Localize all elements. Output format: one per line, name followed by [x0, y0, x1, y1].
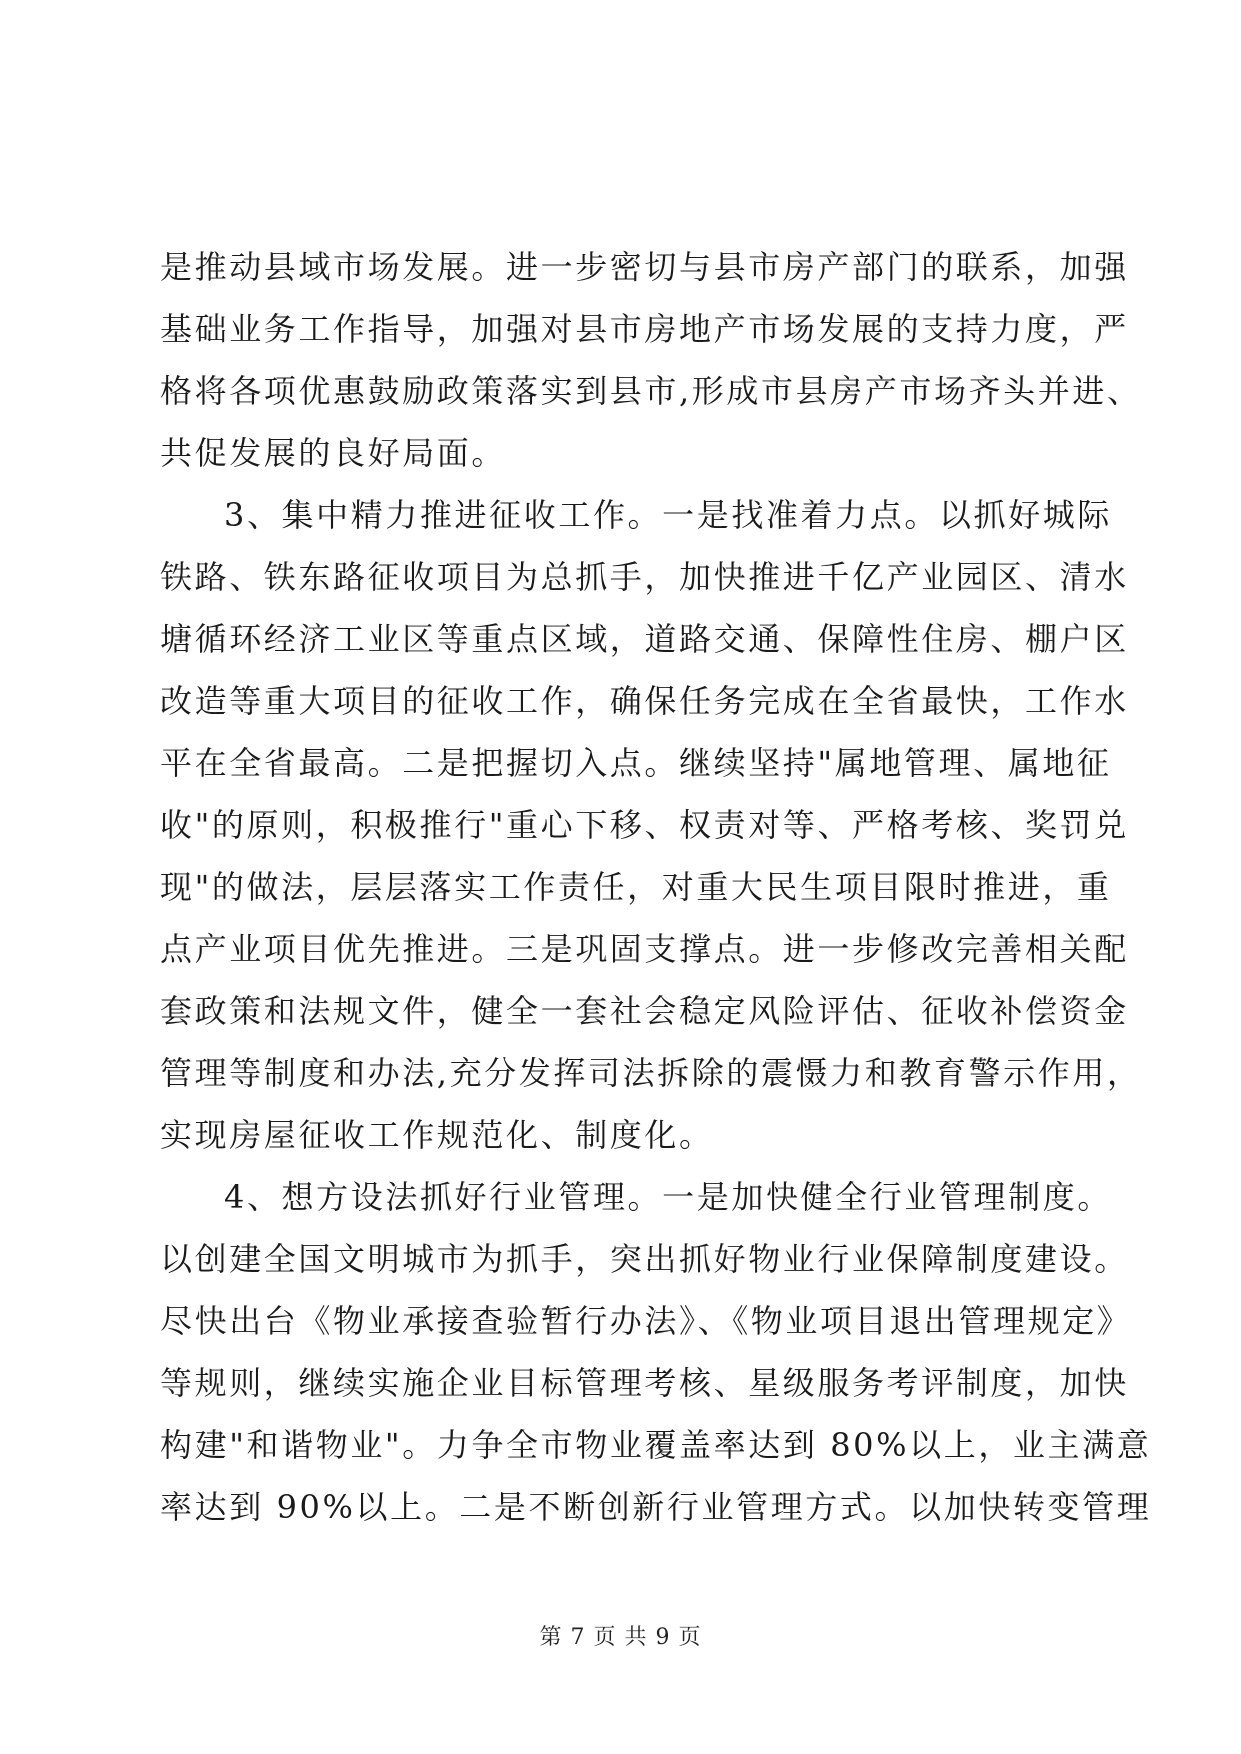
text-line: 改造等重大项目的征收工作，确保任务完成在全省最快，工作水: [160, 682, 1129, 720]
text-line: 塘循环经济工业区等重点区域，道路交通、保障性住房、棚户区: [160, 620, 1129, 658]
page-footer: 第 7 页 共 9 页: [539, 1625, 702, 1650]
text-line: 构建"和谐物业"。力争全市物业覆盖率达到 80%以上，业主满意: [160, 1426, 1152, 1464]
text-line: 铁路、铁东路征收项目为总抓手，加快推进千亿产业园区、清水: [160, 558, 1129, 596]
text-line: 是推动县域市场发展。进一步密切与县市房产部门的联系，加强: [160, 248, 1129, 286]
text-line: 收"的原则，积极推行"重心下移、权责对等、严格考核、奖罚兑: [160, 806, 1129, 844]
text-line: 套政策和法规文件，健全一套社会稳定风险评估、征收补偿资金: [160, 992, 1129, 1030]
text-line: 基础业务工作指导，加强对县市房地产市场发展的支持力度，严: [160, 310, 1129, 348]
text-line: 现"的做法，层层落实工作责任，对重大民生项目限时推进，重: [160, 868, 1112, 906]
text-line: 管理等制度和办法,充分发挥司法拆除的震慑力和教育警示作用，: [160, 1054, 1142, 1092]
text-line: 平在全省最高。二是把握切入点。继续坚持"属地管理、属地征: [160, 744, 1112, 782]
text-line: 率达到 90%以上。二是不断创新行业管理方式。以加快转变管理: [160, 1488, 1152, 1526]
text-line: 共促发展的良好局面。: [160, 434, 507, 472]
paragraph-start-line: 4、想方设法抓好行业管理。一是加快健全行业管理制度。: [224, 1178, 1112, 1216]
document-body: [160, 236, 1152, 1538]
text-line: 点产业项目优先推进。三是巩固支撑点。进一步修改完善相关配: [160, 930, 1129, 968]
text-line: 等规则，继续实施企业目标管理考核、星级服务考评制度，加快: [160, 1364, 1129, 1402]
paragraph-start-line: 3、集中精力推进征收工作。一是找准着力点。以抓好城际: [224, 496, 1112, 534]
text-line: 尽快出台《物业承接查验暂行办法》、《物业项目退出管理规定》: [160, 1302, 1132, 1340]
text-line: 以创建全国文明城市为抓手，突出抓好物业行业保障制度建设。: [160, 1240, 1129, 1278]
text-line: 实现房屋征收工作规范化、制度化。: [160, 1116, 714, 1154]
text-line: 格将各项优惠鼓励政策落实到县市,形成市县房产市场齐头并进、: [160, 372, 1142, 410]
